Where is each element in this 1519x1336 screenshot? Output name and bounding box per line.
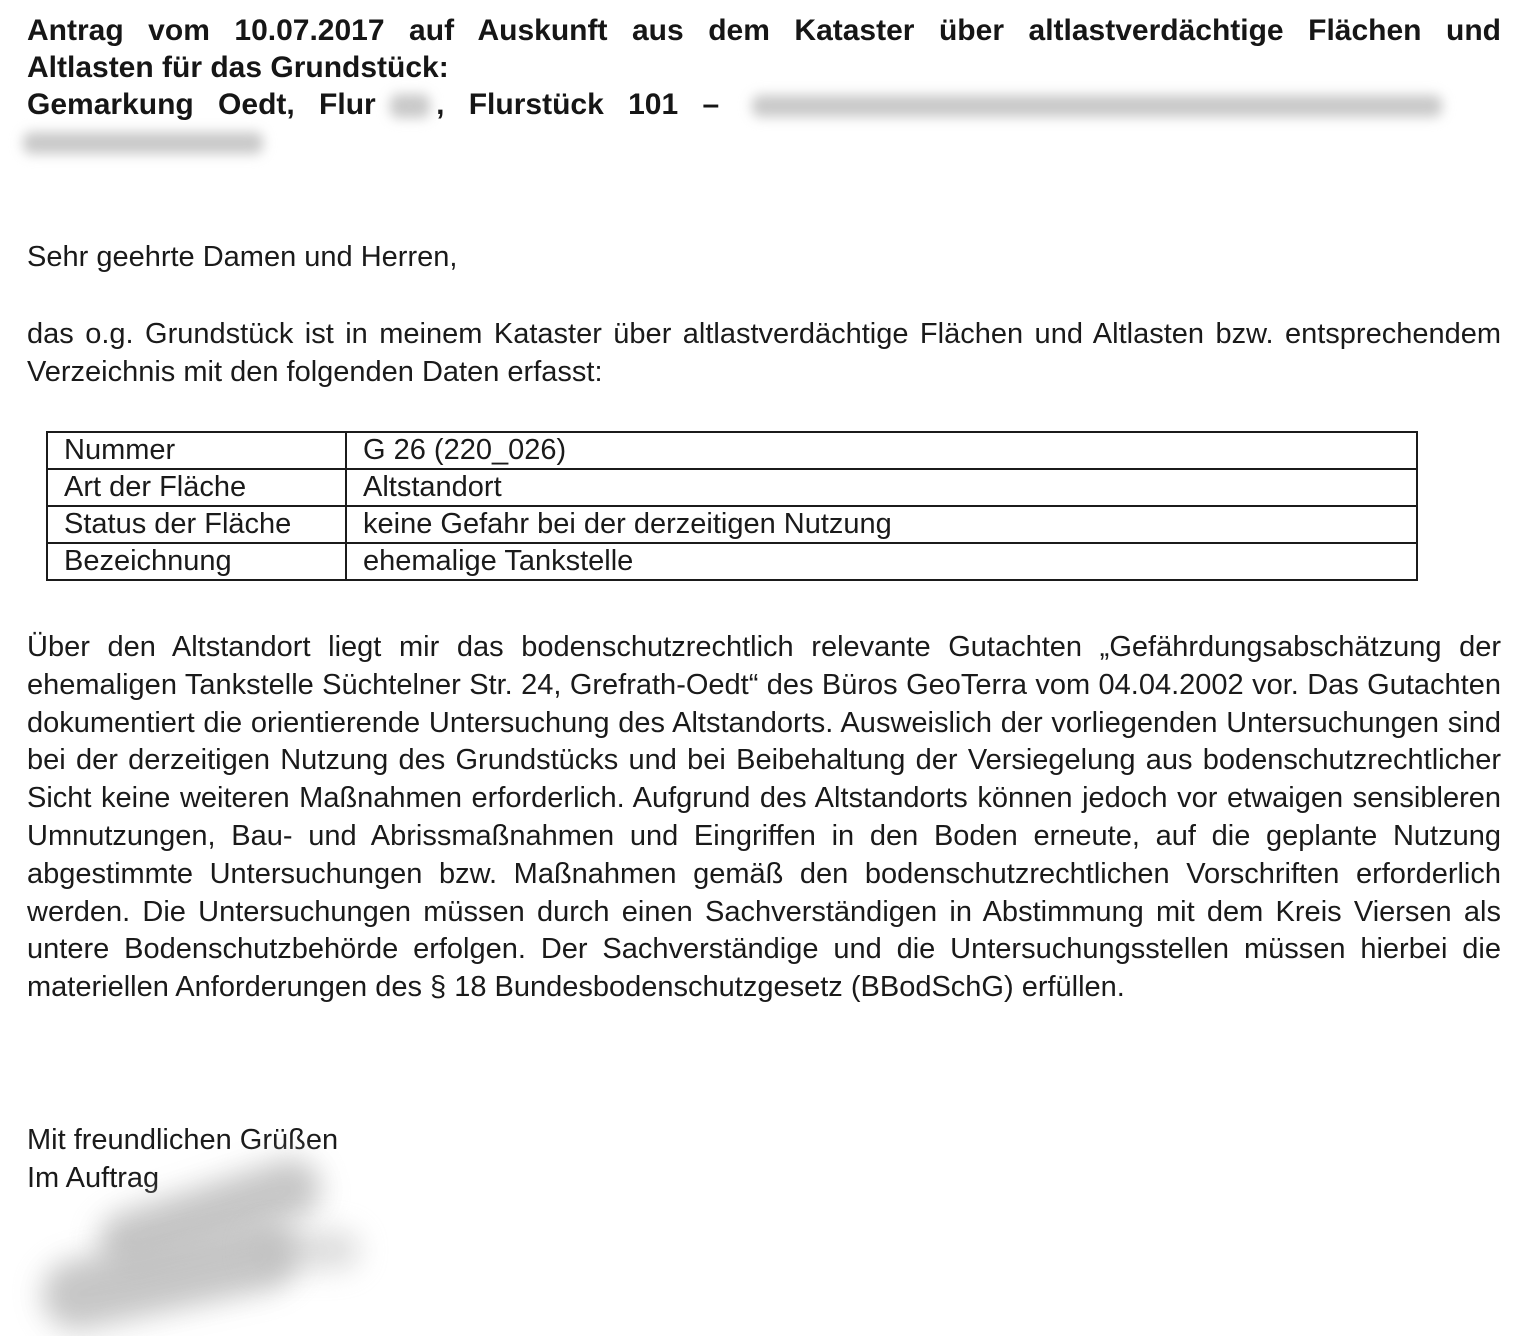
- table-row: [47, 543, 1417, 580]
- redacted-flur-number: [390, 94, 430, 118]
- intro-paragraph: das o.g. Grundstück ist in meinem Kataster über altlastverdächtige Flächen und Altlasten bzw. entsprechendem Verzeichnis mit den folgenden Daten erfasst:: [27, 318, 1501, 388]
- table-row: [47, 469, 1417, 506]
- table-label-status: Status der Fläche: [47, 506, 346, 543]
- table-label-type: Art der Fläche: [47, 469, 346, 506]
- redacted-signature-tail: [250, 1230, 360, 1270]
- table-value-designation: ehemalige Tankstelle: [346, 543, 1417, 580]
- closing-greeting: Mit freundlichen Grüßen: [27, 1124, 339, 1156]
- table-row: [47, 432, 1417, 469]
- table-label-designation: Bezeichnung: [47, 543, 346, 580]
- closing-on-behalf: Im Auftrag: [27, 1162, 160, 1194]
- table-value-status: keine Gefahr bei der derzeitigen Nutzung: [346, 506, 1417, 543]
- redacted-address: [752, 95, 1442, 117]
- heading-line-1: Antrag vom 10.07.2017 auf Auskunft aus dem Kataster über altlastverdächtige Flächen und: [27, 14, 1501, 47]
- cadastre-data-table: [46, 431, 1418, 581]
- letter-heading: [27, 12, 1501, 160]
- heading-gemarkung: Gemarkung Oedt, Flur: [27, 88, 376, 121]
- table-label-number: Nummer: [47, 432, 346, 469]
- heading-line-2: Altlasten für das Grundstück:: [27, 51, 449, 84]
- salutation: Sehr geehrte Damen und Herren,: [27, 241, 458, 273]
- table-value-number: G 26 (220_026): [346, 432, 1417, 469]
- heading-flurstueck: , Flurstück 101 –: [436, 88, 720, 121]
- redacted-address-continued: [23, 132, 263, 154]
- heading-line-4: [27, 123, 1501, 160]
- main-paragraph: Über den Altstandort liegt mir das bodenschutzrechtlich relevante Gutachten „Gefährdungsabschätzung der ehemaligen Tankstelle Süchtelner Str. 24, Grefrath-Oedt“ des Büros GeoTerra vom 04.04.2002 vor. Das Gutachten dokumentiert die orientierende Untersuchung des Altstandorts. Ausweislich der vorliegenden Untersuchungen sind bei der derzeitigen Nutzung des Grundstücks und bei Beibehaltung der Versiegelung aus bodenschutzrechtlicher Sicht keine weiteren Maßnahmen erforderlich. Aufgrund des Altstandorts können jedoch vor etwaigen sensibleren Umnutzungen, Bau- und Abrissmaßnahmen und Eingriffen in den Boden erneute, auf die geplante Nutzung abgestimmte Untersuchungen bzw. Maßnahmen gemäß den bodenschutzrechtlichen Vorschriften erforderlich werden. Die Untersuchungen müssen durch einen Sachverständigen in Abstimmung mit dem Kreis Viersen als untere Bodenschutzbehörde erfolgen. Der Sachverständige und die Untersuchungsstellen müssen hierbei die materiellen Anforderungen des § 18 Bundesbodenschutzgesetz (BBodSchG) erfüllen.: [27, 631, 1501, 1004]
- table-row: [47, 506, 1417, 543]
- table-value-type: Altstandort: [346, 469, 1417, 506]
- heading-line-3: [27, 86, 1501, 123]
